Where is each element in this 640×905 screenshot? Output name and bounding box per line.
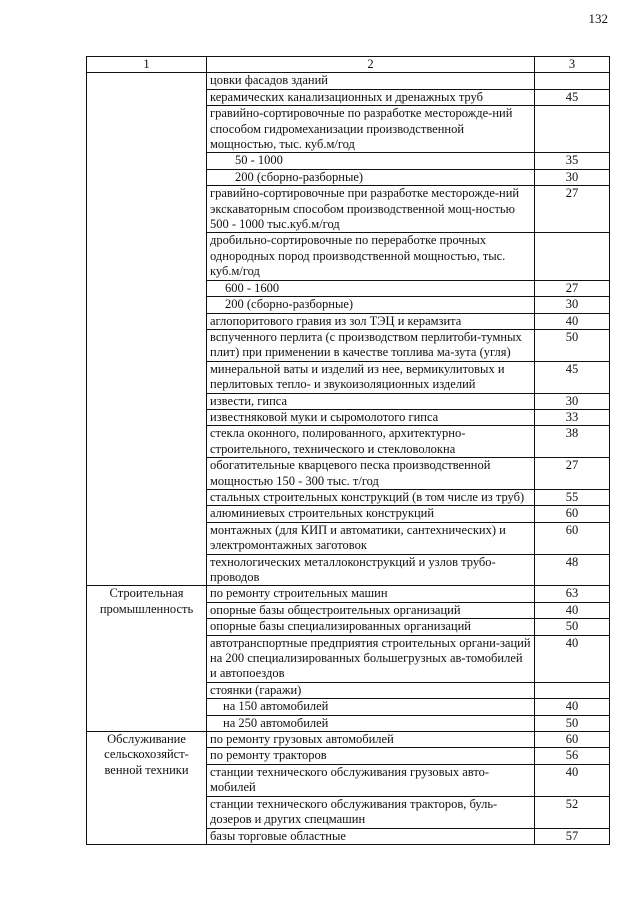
description-cell: цовки фасадов зданий	[207, 73, 535, 89]
value-cell: 57	[535, 828, 610, 844]
description-cell: по ремонту тракторов	[207, 748, 535, 764]
description-cell: известняковой муки и сыромолотого гипса	[207, 409, 535, 425]
description-cell: по ремонту строительных машин	[207, 586, 535, 602]
description-cell: станции технического обслуживания грузовых авто-мобилей	[207, 764, 535, 796]
description-cell: 600 - 1600	[207, 280, 535, 296]
value-cell: 40	[535, 602, 610, 618]
value-cell: 52	[535, 796, 610, 828]
value-cell: 50	[535, 715, 610, 731]
description-cell: гравийно-сортировочные по разработке месторожде-ний способом гидромеханизации производственной мощностью, тыс. куб.м/год	[207, 106, 535, 153]
description-cell: автотранспортные предприятия строительных органи-заций на 200 специализированных большегрузных ав-томобилей и автопоездов	[207, 635, 535, 682]
column-header-1: 1	[87, 57, 207, 73]
description-cell: гравийно-сортировочные при разработке месторожде-ний экскаваторным способом производственной мощ-ностью 500 - 1000 тыс.куб.м/год	[207, 186, 535, 233]
value-cell: 40	[535, 635, 610, 682]
value-cell: 27	[535, 280, 610, 296]
description-cell: стальных строительных конструкций (в том числе из труб)	[207, 489, 535, 505]
table-row	[87, 732, 610, 748]
value-cell: 50	[535, 329, 610, 361]
description-cell: дробильно-сортировочные по переработке прочных однородных пород производственной мощностью, тыс. куб.м/год	[207, 233, 535, 280]
value-cell: 27	[535, 186, 610, 233]
value-cell: 30	[535, 169, 610, 185]
value-cell: 60	[535, 522, 610, 554]
description-cell: станции технического обслуживания тракторов, буль-дозеров и других спецмашин	[207, 796, 535, 828]
value-cell: 33	[535, 409, 610, 425]
description-cell: аглопоритового гравия из зол ТЭЦ и керамзита	[207, 313, 535, 329]
value-cell: 45	[535, 361, 610, 393]
description-cell: вспученного перлита (с производством перлитоби-тумных плит) при применении в качестве топлива ма-зута (угля)	[207, 329, 535, 361]
description-cell: стекла оконного, полированного, архитектурно-строительного, технического и стекловолокна	[207, 426, 535, 458]
value-cell: 55	[535, 489, 610, 505]
value-cell	[535, 73, 610, 89]
page-number: 132	[588, 11, 608, 26]
value-cell: 40	[535, 764, 610, 796]
value-cell: 56	[535, 748, 610, 764]
description-cell: минеральной ваты и изделий из нее, вермикулитовых и перлитовых тепло- и звукоизоляционных изделий	[207, 361, 535, 393]
value-cell: 40	[535, 699, 610, 715]
table-body	[87, 73, 610, 845]
value-cell: 63	[535, 586, 610, 602]
column-header-3: 3	[535, 57, 610, 73]
description-cell: базы торговые областные	[207, 828, 535, 844]
description-cell: технологических металлоконструкций и узлов трубо-проводов	[207, 554, 535, 586]
description-cell: на 150 автомобилей	[207, 699, 535, 715]
table-row	[87, 586, 610, 602]
value-cell: 45	[535, 89, 610, 105]
table-row	[87, 73, 610, 89]
value-cell	[535, 682, 610, 698]
value-cell: 60	[535, 732, 610, 748]
value-cell: 50	[535, 619, 610, 635]
value-cell: 60	[535, 506, 610, 522]
value-cell: 27	[535, 458, 610, 490]
value-cell: 30	[535, 297, 610, 313]
category-cell	[87, 73, 207, 586]
description-cell: алюминиевых строительных конструкций	[207, 506, 535, 522]
description-cell: 200 (сборно-разборные)	[207, 297, 535, 313]
description-cell: извести, гипса	[207, 393, 535, 409]
table-header-row	[87, 57, 610, 73]
description-cell: стоянки (гаражи)	[207, 682, 535, 698]
value-cell	[535, 106, 610, 153]
description-cell: керамических канализационных и дренажных труб	[207, 89, 535, 105]
value-cell: 35	[535, 153, 610, 169]
description-cell: 200 (сборно-разборные)	[207, 169, 535, 185]
value-cell: 30	[535, 393, 610, 409]
description-cell: опорные базы специализированных организаций	[207, 619, 535, 635]
norms-table	[86, 56, 610, 845]
column-header-2: 2	[207, 57, 535, 73]
value-cell	[535, 233, 610, 280]
description-cell: 50 - 1000	[207, 153, 535, 169]
description-cell: по ремонту грузовых автомобилей	[207, 732, 535, 748]
description-cell: монтажных (для КИП и автоматики, сантехнических) и электромонтажных заготовок	[207, 522, 535, 554]
value-cell: 48	[535, 554, 610, 586]
description-cell: обогатительные кварцевого песка производственной мощностью 150 - 300 тыс. т/год	[207, 458, 535, 490]
category-cell: Обслуживание сельскохозяйст-венной техники	[87, 732, 207, 845]
category-cell: Строительная промышленность	[87, 586, 207, 732]
value-cell: 38	[535, 426, 610, 458]
description-cell: на 250 автомобилей	[207, 715, 535, 731]
description-cell: опорные базы общестроительных организаций	[207, 602, 535, 618]
value-cell: 40	[535, 313, 610, 329]
